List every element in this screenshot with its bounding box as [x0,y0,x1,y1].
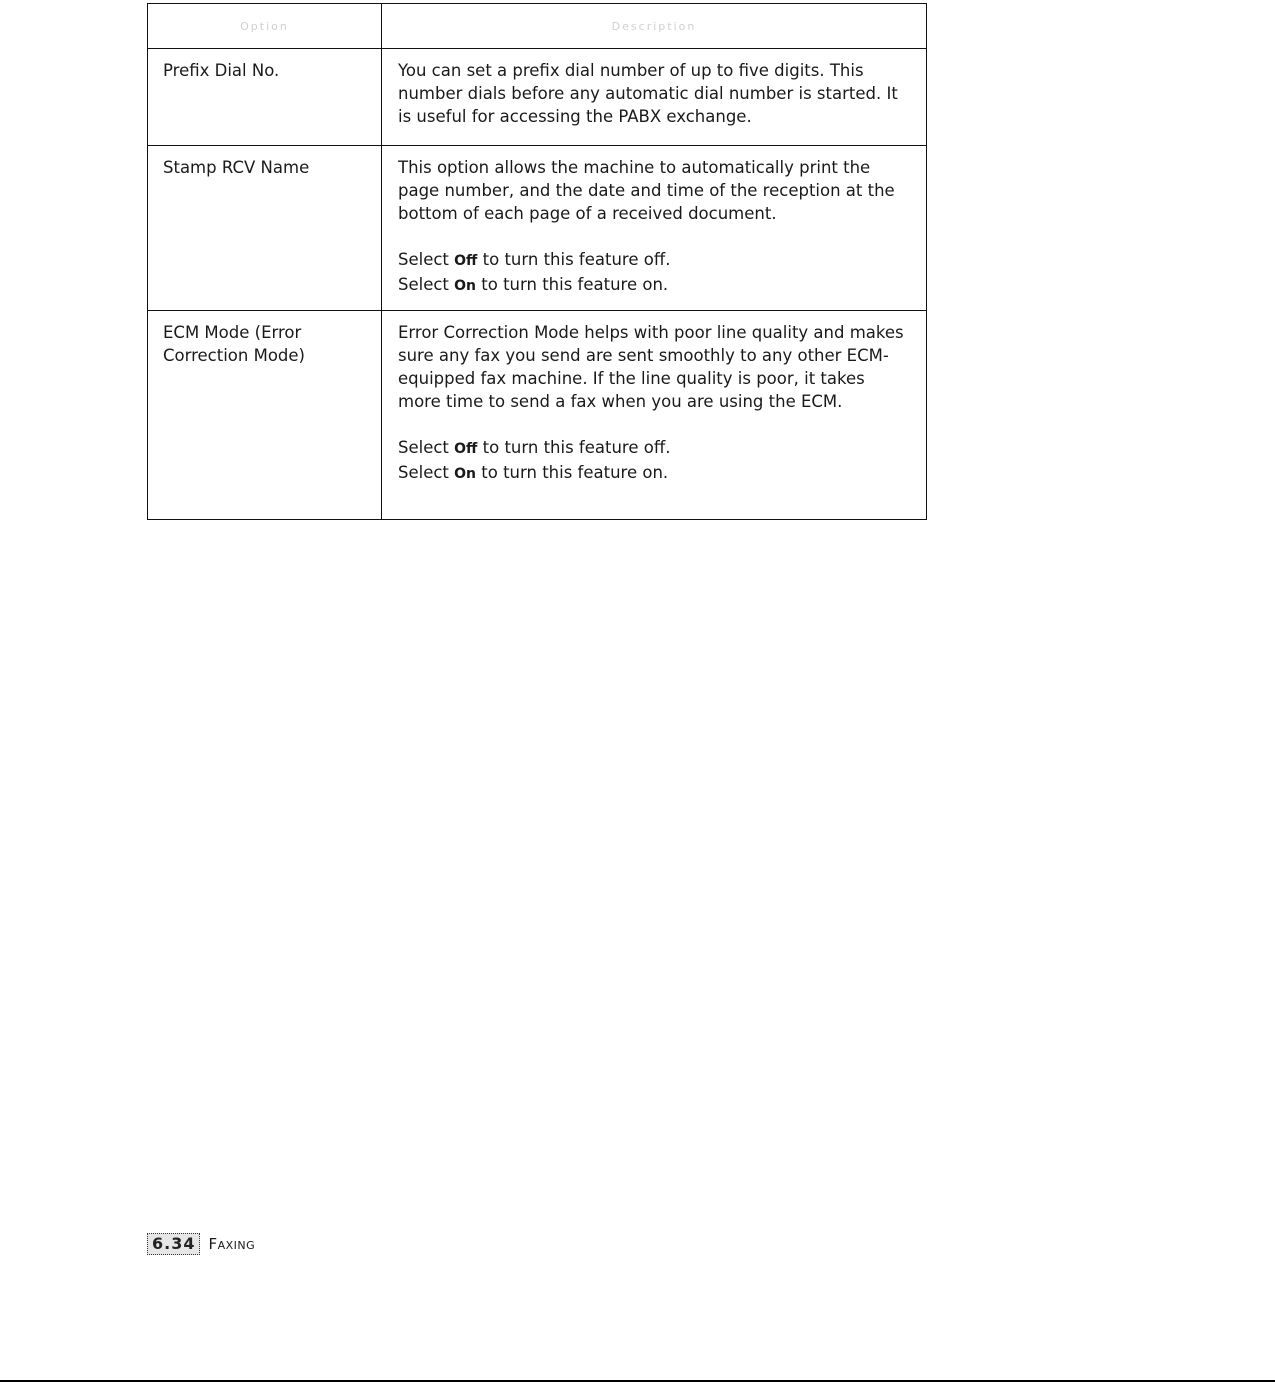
instruction-suffix: to turn this feature off. [477,250,671,269]
page-footer [147,1232,255,1256]
instruction-suffix: to turn this feature on. [476,275,669,294]
description-text: This option allows the machine to automatically print the page number, and the date and time of the reception at the bottom of each page of a received document. [398,158,895,223]
table-row [148,49,927,146]
table-row [148,311,927,520]
option-name: ECM Mode (Error Correction Mode) [148,311,382,520]
option-description [382,311,927,520]
instruction-suffix: to turn this feature off. [477,438,671,457]
header-description: Description [382,4,927,49]
instruction-suffix: to turn this feature on. [476,463,669,482]
header-option: Option [148,4,382,49]
instruction-prefix: Select [398,275,455,294]
table-header-row [148,4,927,49]
instruction-prefix: Select [398,250,455,269]
option-name: Stamp RCV Name [148,146,382,311]
instruction-prefix: Select [398,438,455,457]
select-off-instruction [398,248,912,298]
select-off-instruction [398,436,912,486]
on-keyword: On [454,278,477,294]
off-keyword: Off [454,253,478,269]
page-number: 6.34 [147,1233,200,1255]
section-title: Faxing [208,1235,256,1253]
option-name: Prefix Dial No. [148,49,382,146]
option-description [382,146,927,311]
table-row [148,146,927,311]
description-text: Error Correction Mode helps with poor line quality and makes sure any fax you send are sent smoothly to any other ECM-equipped fax machine. If the line quality is poor, it takes more time to send a fax when you are using the ECM. [398,323,904,411]
options-table [147,3,927,520]
description-text: You can set a prefix dial number of up to five digits. This number dials before any automatic dial number is started. It is useful for accessing the PABX exchange. [398,61,898,126]
option-description [382,49,927,146]
instruction-prefix: Select [398,463,455,482]
off-keyword: Off [454,441,478,457]
on-keyword: On [454,466,477,482]
